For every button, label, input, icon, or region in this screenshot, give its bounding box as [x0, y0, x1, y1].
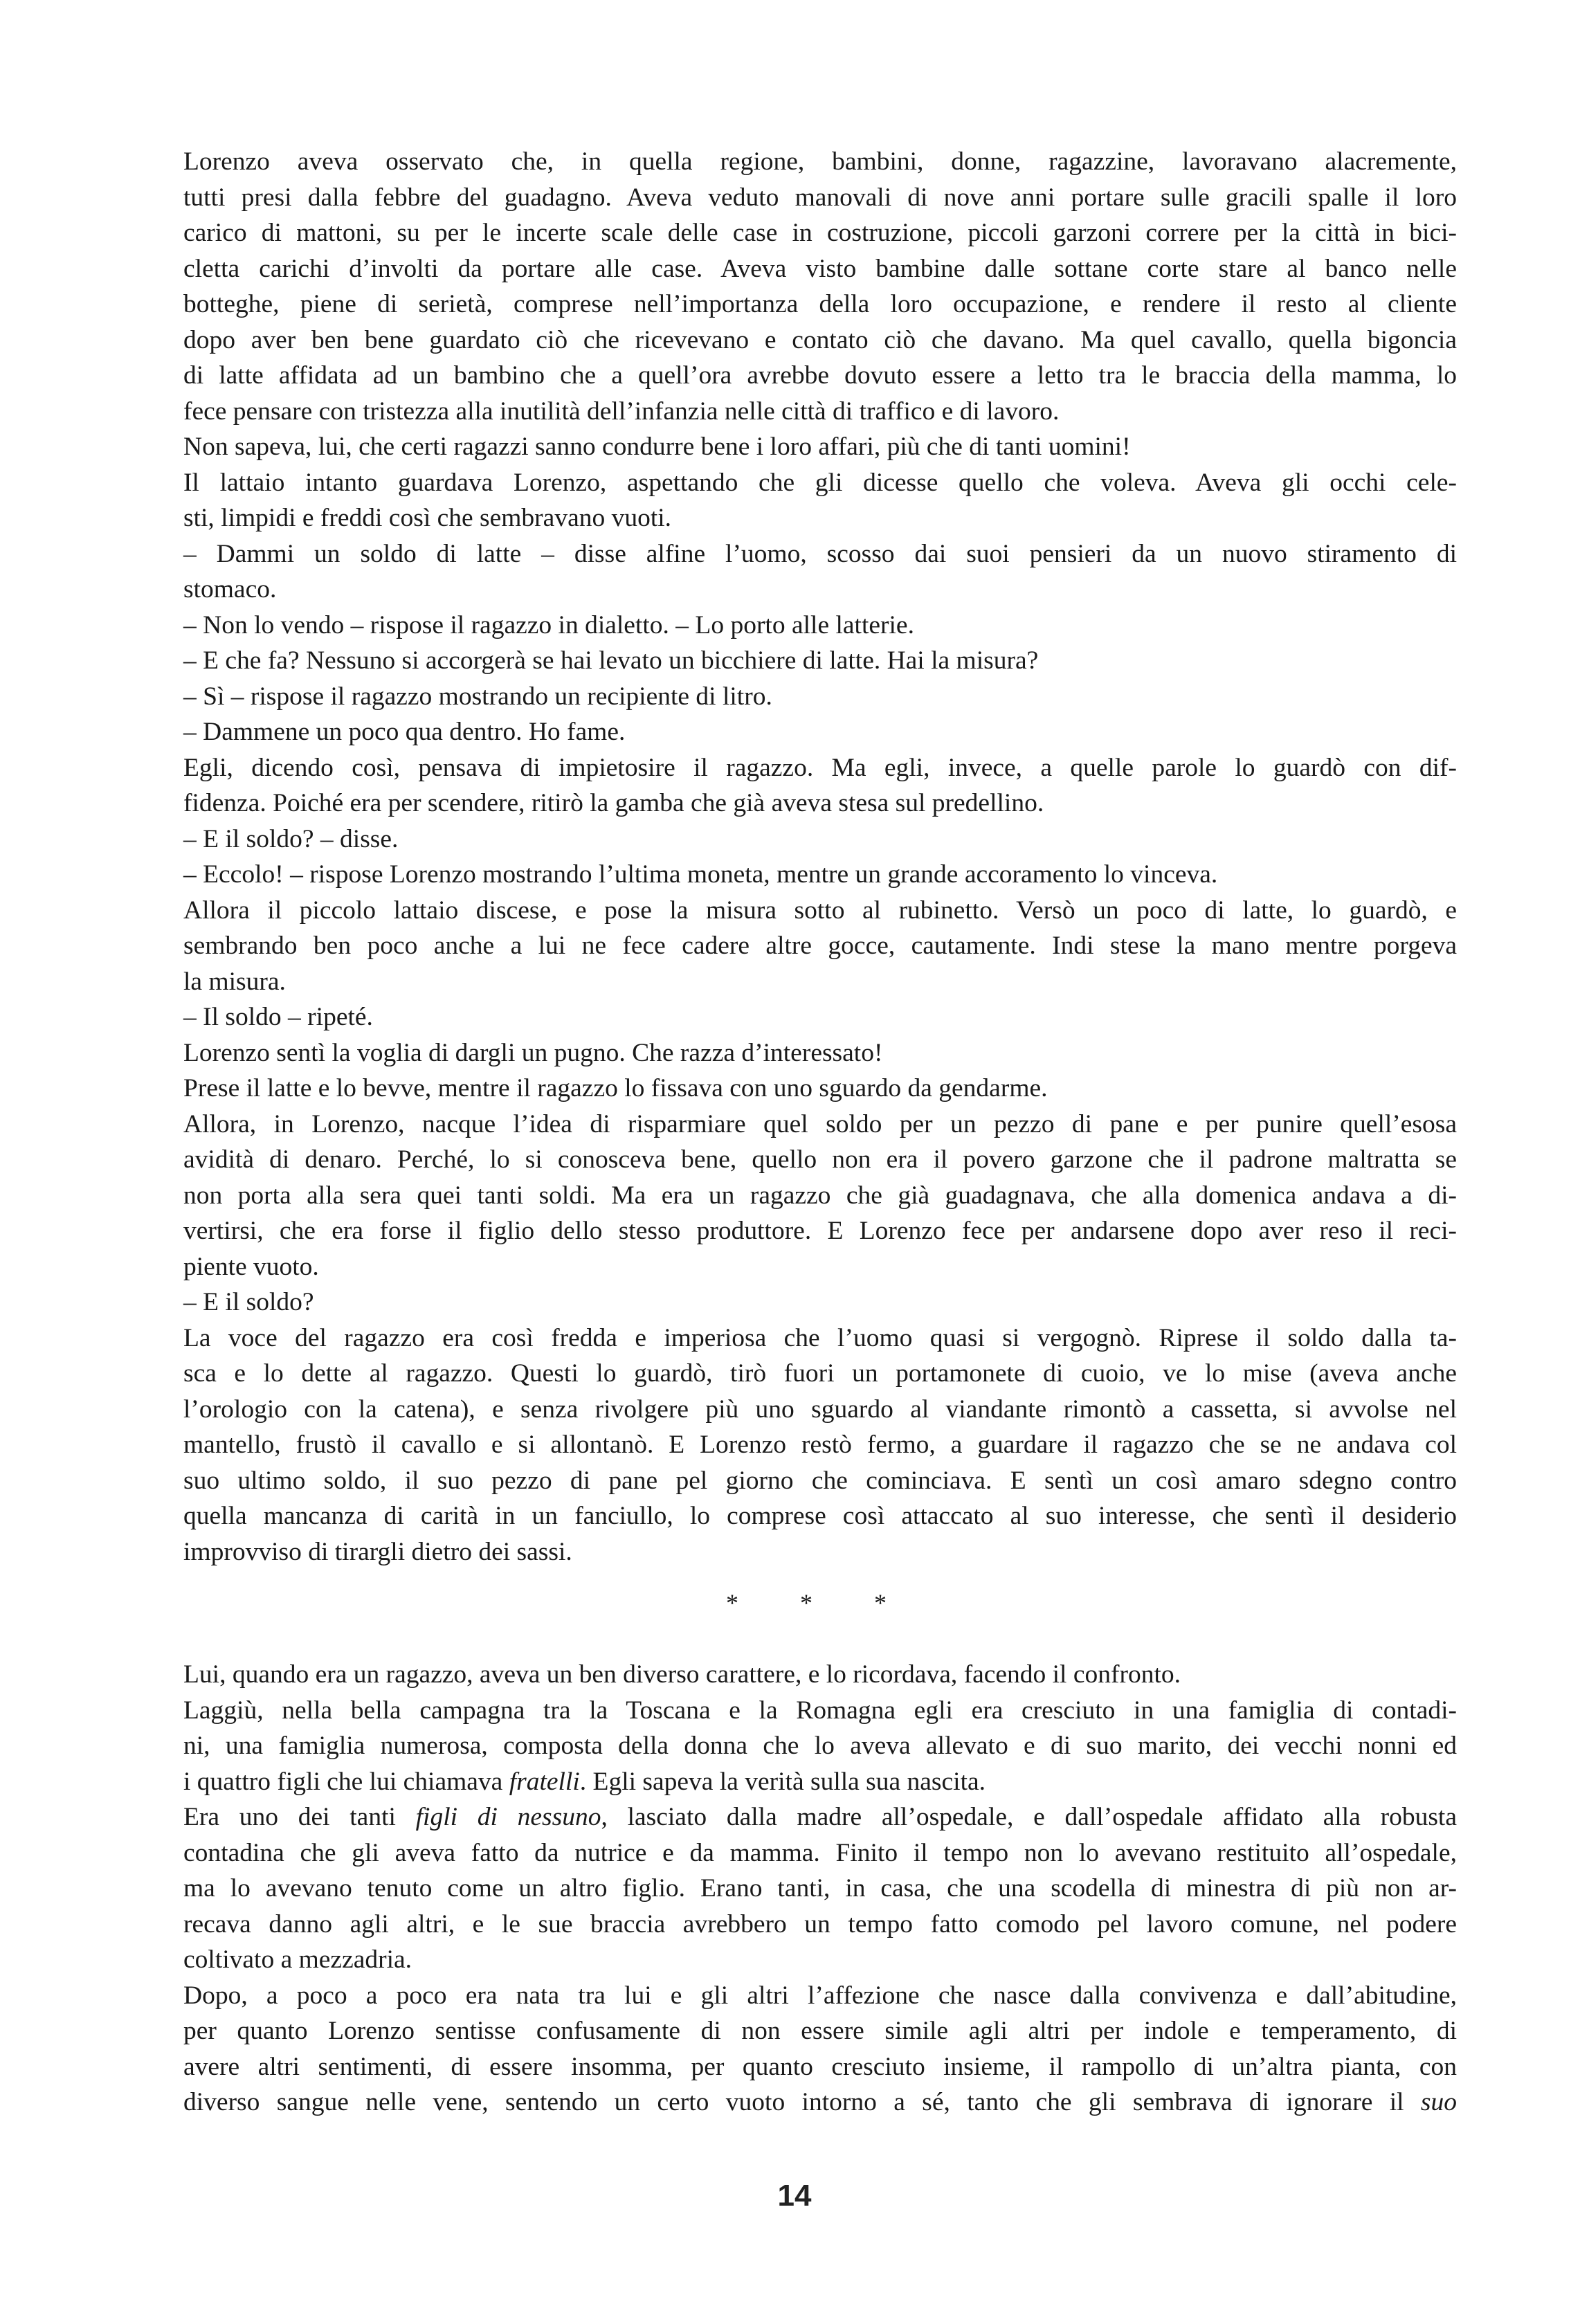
text-line: carico di mattoni, su per le incerte scale delle case in costruzione, piccoli garzoni correre per la città in bici- [183, 219, 1457, 247]
text-line: – Non lo vendo – rispose il ragazzo in dialetto. – Lo porto alle latterie. [183, 610, 914, 639]
paragraph [183, 1071, 1457, 1107]
text-line: suo ultimo soldo, il suo pezzo di pane pel giorno che cominciava. E sentì un così amaro sdegno contro [183, 1466, 1457, 1495]
text-line: tutti presi dalla febbre del guadagno. Aveva veduto manovali di nove anni portare sulle gracili spalle il loro [183, 183, 1457, 212]
text-line: Prese il latte e lo bevve, mentre il ragazzo lo fissava con uno sguardo da gendarme. [183, 1074, 1048, 1102]
text-line: Non sapeva, lui, che certi ragazzi sanno condurre bene i loro affari, più che di tanti uomini! [183, 433, 1131, 461]
text-line: ma lo avevano tenuto come un altro figlio. Erano tanti, in casa, che una scodella di minestra di più non ar- [183, 1874, 1457, 1903]
text-line: Lorenzo aveva osservato che, in quella regione, bambini, donne, ragazzine, lavoravano alacremente, [183, 147, 1457, 176]
text-line: non porta alla sera quei tanti soldi. Ma era un ragazzo che già guadagnava, che alla domenica andava a di- [183, 1181, 1457, 1210]
text-section-1 [183, 144, 1457, 1570]
paragraph [183, 1978, 1457, 2121]
paragraph [183, 999, 1457, 1035]
paragraph [183, 1693, 1457, 1800]
text-line: i quattro figli che lui chiamava fratelli. Egli sapeva la verità sulla sua nascita. [183, 1767, 986, 1796]
text-line: vertirsi, che era forse il figlio dello stesso produttore. E Lorenzo fece per andarsene dopo aver reso il reci- [183, 1217, 1457, 1245]
text-line: sti, limpidi e freddi così che sembravano vuoti. [183, 504, 672, 532]
text-line: sca e lo dette al ragazzo. Questi lo guardò, tirò fuori un portamonete di cuoio, ve lo mise (aveva anche [183, 1359, 1457, 1388]
text-line: cletta carichi d’involti da portare alle case. Aveva visto bambine dalle sottane corte stare al banco nelle [183, 254, 1457, 283]
text-line: la misura. [183, 967, 286, 996]
paragraph [183, 429, 1457, 465]
text-line: di latte affidata ad un bambino che a quell’ora avrebbe dovuto essere a letto tra le braccia della mamma, lo [183, 361, 1457, 390]
paragraph [183, 893, 1457, 1000]
paragraph [183, 714, 1457, 750]
paragraph [183, 1107, 1457, 1285]
text-line: – E il soldo? – disse. [183, 824, 399, 853]
text-line: dopo aver ben bene guardato ciò che ricevevano e contato ciò che davano. Ma quel cavallo, quella bigoncia [183, 325, 1457, 354]
text-line: quella mancanza di carità in un fanciullo, lo comprese così attaccato al suo interesse, che sentì il desiderio [183, 1502, 1457, 1530]
text-line: – E il soldo? [183, 1288, 314, 1316]
text-line: stomaco. [183, 575, 277, 603]
text-line: Il lattaio intanto guardava Lorenzo, aspettando che gli dicesse quello che voleva. Aveva gli occhi cele- [183, 468, 1457, 497]
text-line: piente vuoto. [183, 1252, 319, 1281]
text-line: – Sì – rispose il ragazzo mostrando un recipiente di litro. [183, 682, 772, 711]
text-line: Allora il piccolo lattaio discese, e pose la misura sotto al rubinetto. Versò un poco di latte, lo guardò, e [183, 896, 1457, 925]
text-line: – Dammene un poco qua dentro. Ho fame. [183, 718, 626, 746]
text-line: fidenza. Poiché era per scendere, ritirò la gamba che già aveva stesa sul predellino. [183, 789, 1044, 817]
section-separator: * * * [726, 1589, 914, 1617]
text-line: – Il soldo – ripeté. [183, 1003, 373, 1031]
text-line: Lui, quando era un ragazzo, aveva un ben diverso carattere, e lo ricordava, facendo il confronto. [183, 1660, 1181, 1689]
paragraph [183, 750, 1457, 821]
text-line: fece pensare con tristezza alla inutilità dell’infanzia nelle città di traffico e di lavoro. [183, 397, 1060, 426]
text-line: Dopo, a poco a poco era nata tra lui e gli altri l’affezione che nasce dalla convivenza e dall’abitudine, [183, 1981, 1457, 2010]
text-line: recava danno agli altri, e le sue braccia avrebbero un tempo fatto comodo pel lavoro comune, nel podere [183, 1909, 1457, 1939]
paragraph [183, 1035, 1457, 1071]
paragraph [183, 821, 1457, 857]
text-line: mantello, frustò il cavallo e si allontanò. E Lorenzo restò fermo, a guardare il ragazzo che se ne andava col [183, 1431, 1457, 1459]
paragraph [183, 536, 1457, 608]
paragraph [183, 144, 1457, 429]
text-line: Era uno dei tanti figli di nessuno, lasciato dalla madre all’ospedale, e dall’ospedale affidato alla robusta [183, 1803, 1457, 1831]
paragraph [183, 608, 1457, 644]
paragraph [183, 1657, 1457, 1693]
text-line: Lorenzo sentì la voglia di dargli un pugno. Che razza d’interessato! [183, 1038, 883, 1067]
paragraph [183, 679, 1457, 715]
text-line: contadina che gli aveva fatto da nutrice e da mamma. Finito il tempo non lo avevano restituito all’ospedale, [183, 1838, 1457, 1867]
text-line: sembrando ben poco anche a lui ne fece cadere altre gocce, cautamente. Indi stese la mano mentre porgeva [183, 932, 1457, 960]
text-line: Egli, dicendo così, pensava di impietosire il ragazzo. Ma egli, invece, a quelle parole lo guardò con dif- [183, 753, 1457, 782]
text-line: coltivato a mezzadria. [183, 1945, 412, 1974]
text-line: La voce del ragazzo era così fredda e imperiosa che l’uomo quasi si vergognò. Riprese il soldo dalla ta- [183, 1323, 1457, 1352]
text-line: per quanto Lorenzo sentisse confusamente di non essere simile agli altri per indole e temperamento, di [183, 2017, 1457, 2045]
text-line: Allora, in Lorenzo, nacque l’idea di risparmiare quel soldo per un pezzo di pane e per punire quell’esosa [183, 1109, 1457, 1138]
paragraph [183, 643, 1457, 679]
text-line: – E che fa? Nessuno si accorgerà se hai levato un bicchiere di latte. Hai la misura? [183, 646, 1039, 675]
text-line: ni, una famiglia numerosa, composta della donna che lo aveva allevato e di suo marito, dei vecchi nonni ed [183, 1732, 1457, 1760]
text-line: l’orologio con la catena), e senza rivolgere più uno sguardo al viandante rimontò a cassetta, si avvolse nel [183, 1395, 1457, 1424]
page-number: 14 [777, 2179, 812, 2213]
text-line: improvviso di tirargli dietro dei sassi. [183, 1537, 572, 1566]
paragraph [183, 1799, 1457, 1978]
text-line: avidità di denaro. Perché, lo si conosceva bene, quello non era il povero garzone che il padrone maltratta se [183, 1145, 1457, 1174]
paragraph [183, 1284, 1457, 1320]
paragraph [183, 1320, 1457, 1570]
text-line: avere altri sentimenti, di essere insomma, per quanto cresciuto insieme, il rampollo di un’altra pianta, con [183, 2052, 1457, 2081]
text-line: diverso sangue nelle vene, sentendo un certo vuoto intorno a sé, tanto che gli sembrava di ignorare il suo [183, 2088, 1457, 2116]
text-section-2 [183, 1657, 1457, 2121]
paragraph [183, 465, 1457, 536]
paragraph [183, 857, 1457, 893]
text-line: – Eccolo! – rispose Lorenzo mostrando l’ultima moneta, mentre un grande accoramento lo vinceva. [183, 860, 1218, 889]
text-line: botteghe, piene di serietà, comprese nell’importanza della loro occupazione, e rendere il resto al cliente [183, 290, 1457, 318]
text-line: Laggiù, nella bella campagna tra la Toscana e la Romagna egli era cresciuto in una famiglia di contadi- [183, 1696, 1457, 1725]
text-line: – Dammi un soldo di latte – disse alfine l’uomo, scosso dai suoi pensieri da un nuovo stiramento di [183, 539, 1457, 568]
